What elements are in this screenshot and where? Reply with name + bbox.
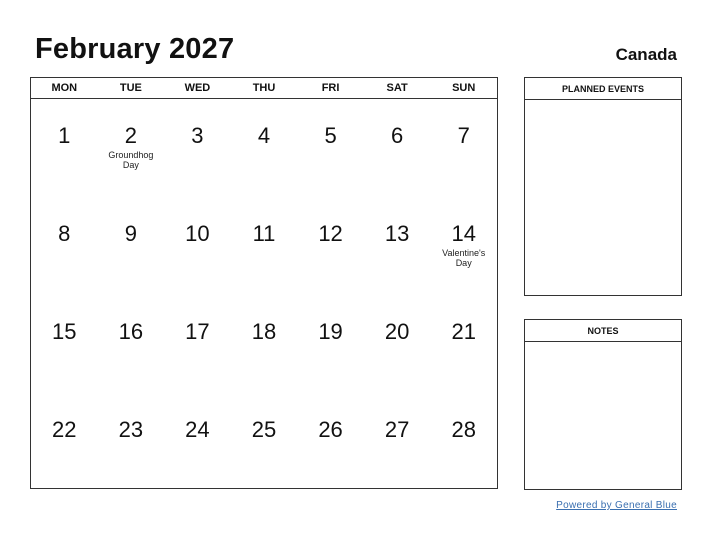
day-cell xyxy=(297,99,364,197)
day-number: 6 xyxy=(391,123,404,148)
day-cell xyxy=(430,197,497,295)
powered-by-link[interactable]: Powered by General Blue xyxy=(556,500,677,511)
holiday-label: Groundhog Day xyxy=(108,150,154,170)
day-number: 19 xyxy=(318,319,343,344)
page-title: February 2027 xyxy=(35,33,235,65)
day-cell xyxy=(364,99,431,197)
day-cell xyxy=(364,197,431,295)
day-cell xyxy=(98,197,165,295)
weekday-thu: THU xyxy=(252,82,276,94)
day-cell xyxy=(31,295,98,393)
day-number: 25 xyxy=(251,417,277,442)
planned-events-panel xyxy=(524,77,682,296)
day-cell xyxy=(297,295,364,393)
notes-panel xyxy=(524,319,682,490)
day-cell xyxy=(164,393,231,491)
notes-heading: NOTES xyxy=(525,320,681,342)
day-cell xyxy=(98,99,165,197)
day-cell xyxy=(430,295,497,393)
day-number: 24 xyxy=(185,417,210,442)
day-number: 21 xyxy=(451,319,476,344)
day-number: 5 xyxy=(324,123,337,148)
day-number: 12 xyxy=(318,221,343,246)
day-number: 13 xyxy=(384,221,410,246)
day-cell xyxy=(297,393,364,491)
day-cell xyxy=(231,295,298,393)
day-cell xyxy=(231,393,298,491)
day-number: 10 xyxy=(185,221,210,246)
day-number: 14 xyxy=(451,221,476,246)
day-cell xyxy=(364,295,431,393)
weeks-container xyxy=(31,99,497,491)
weekday-fri: FRI xyxy=(321,82,340,94)
weekday-wed: WED xyxy=(184,82,211,94)
day-number: 26 xyxy=(318,417,343,442)
day-number: 15 xyxy=(52,319,77,344)
day-cell xyxy=(430,393,497,491)
day-number: 22 xyxy=(52,417,77,442)
weekday-mon: MON xyxy=(51,82,78,94)
day-number: 17 xyxy=(185,319,210,344)
day-number: 2 xyxy=(124,123,137,148)
day-cell xyxy=(98,393,165,491)
day-number: 4 xyxy=(257,123,271,148)
day-cell xyxy=(231,99,298,197)
day-number: 11 xyxy=(252,221,276,246)
day-cell xyxy=(164,197,231,295)
day-cell xyxy=(164,295,231,393)
day-cell xyxy=(364,393,431,491)
day-number: 16 xyxy=(118,319,144,344)
weekday-sat: SAT xyxy=(386,82,408,94)
day-cell xyxy=(430,99,497,197)
day-cell xyxy=(31,99,98,197)
day-cell xyxy=(297,197,364,295)
planned-events-heading: PLANNED EVENTS xyxy=(525,78,681,100)
weekday-tue: TUE xyxy=(119,82,142,94)
country-label: Canada xyxy=(615,45,677,64)
day-number: 18 xyxy=(251,319,277,344)
day-number: 20 xyxy=(384,319,410,344)
day-number: 3 xyxy=(191,123,204,148)
weekday-header-row xyxy=(31,78,497,99)
day-cell xyxy=(98,295,165,393)
day-number: 27 xyxy=(384,417,410,442)
calendar-grid xyxy=(30,77,498,489)
day-cell xyxy=(164,99,231,197)
day-cell xyxy=(31,393,98,491)
day-number: 8 xyxy=(58,221,71,246)
day-cell xyxy=(31,197,98,295)
day-number: 23 xyxy=(118,417,144,442)
holiday-label: Valentine's Day xyxy=(442,248,486,268)
day-number: 1 xyxy=(58,123,71,148)
day-cell xyxy=(231,197,298,295)
weekday-sun: SUN xyxy=(452,82,476,94)
day-number: 28 xyxy=(451,417,476,442)
day-number: 9 xyxy=(124,221,137,246)
day-number: 7 xyxy=(457,123,470,148)
